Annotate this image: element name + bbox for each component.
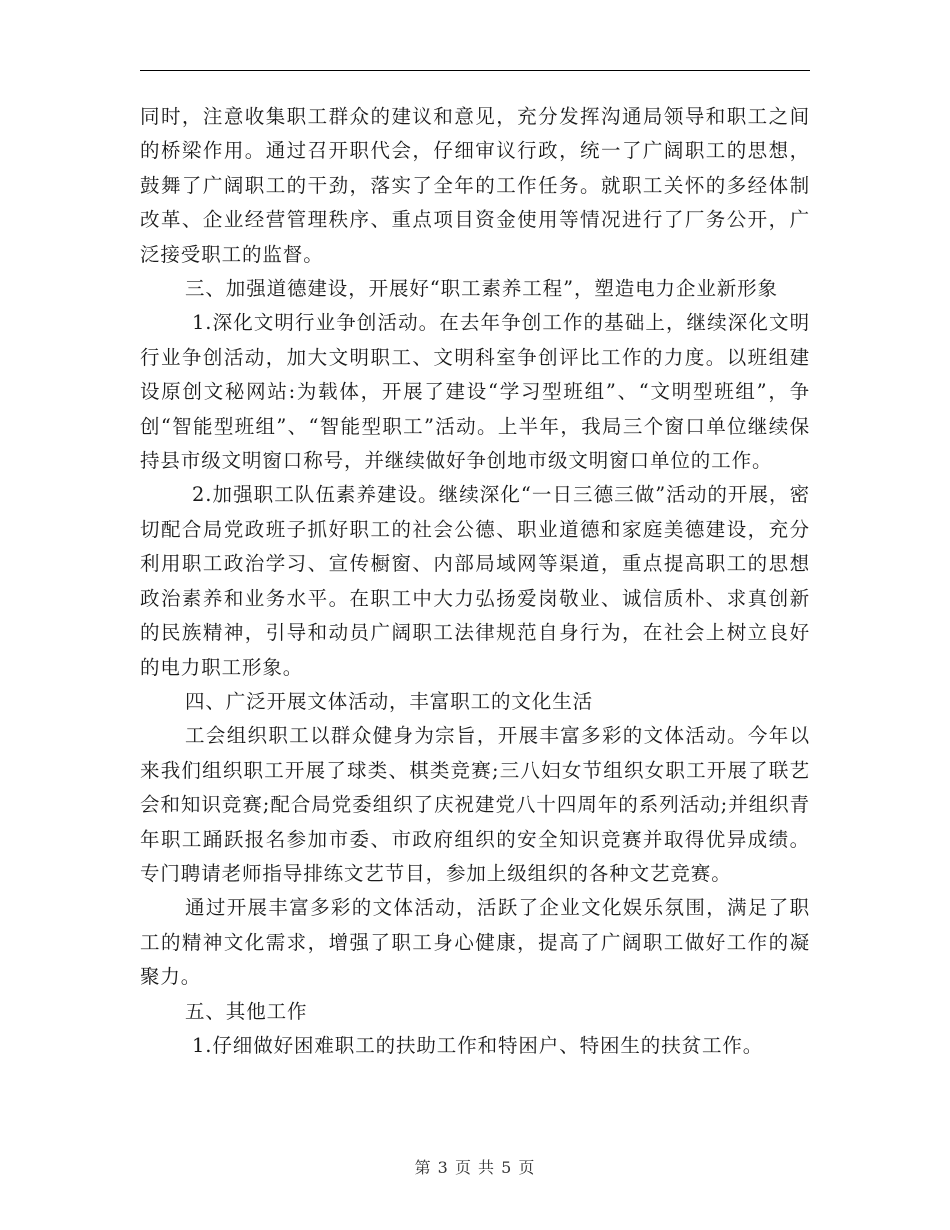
paragraph-section-4-summary: 通过开展丰富多彩的文体活动，活跃了企业文化娱乐氛围，满足了职工的精神文化需求，增强了职工身心健康，提高了广阔职工做好工作的凝聚力。 [140, 896, 810, 989]
page-number: 第 3 页 共 5 页 [414, 1158, 536, 1177]
section-heading-5: 五、其他工作 [185, 999, 308, 1023]
paragraph-continuation: 同时，注意收集职工群众的建议和意见，充分发挥沟通局领导和职工之间的桥梁作用。通过召开职代会，仔细审议行政，统一了广阔职工的思想，鼓舞了广阔职工的干劲，落实了全年的工作任务。就职工关怀的多经体制改革、企业经营管理秩序、重点项目资金使用等情况进行了厂务公开，广泛接受职工的监督。 [140, 105, 810, 266]
section-heading-4: 四、广泛开展文体活动，丰富职工的文化生活 [185, 689, 594, 713]
document-body [140, 100, 810, 1063]
header-rule [140, 70, 810, 71]
paragraph-item-5-1: 1.仔细做好困难职工的扶助工作和特困户、特困生的扶贫工作。 [192, 1033, 764, 1057]
paragraph-item-3-1: 1.深化文明行业争创活动。在去年争创工作的基础上，继续深化文明行业争创活动，加大文明职工、文明科室争创评比工作的力度。以班组建设原创文秘网站:为载体，开展了建设“学习型班组”、“文明型班组”，争创“智能型班组”、“智能型职工”活动。上半年，我局三个窗口单位继续保持县市级文明窗口称号，并继续做好争创地市级文明窗口单位的工作。 [140, 311, 810, 473]
paragraph-section-4-body: 工会组织职工以群众健身为宗旨，开展丰富多彩的文体活动。今年以来我们组织职工开展了球类、棋类竞赛;三八妇女节组织女职工开展了联艺会和知识竞赛;配合局党委组织了庆祝建党八十四周年的系列活动;并组织青年职工踊跃报名参加市委、市政府组织的安全知识竞赛并取得优异成绩。专门聘请老师指导排练文艺节目，参加上级组织的各种文艺竞赛。 [140, 724, 810, 885]
paragraph-item-3-2: 2.加强职工队伍素养建设。继续深化“一日三德三做”活动的开展，密切配合局党政班子抓好职工的社会公德、职业道德和家庭美德建设，充分利用职工政治学习、宣传橱窗、内部局域网等渠道，重点提高职工的思想政治素养和业务水平。在职工中大力弘扬爱岗敬业、诚信质朴、求真创新的民族精神，引导和动员广阔职工法律规范自身行为，在社会上树立良好的电力职工形象。 [140, 483, 810, 679]
section-heading-3: 三、加强道德建设，开展好“职工素养工程”，塑造电力企业新形象 [185, 277, 778, 301]
